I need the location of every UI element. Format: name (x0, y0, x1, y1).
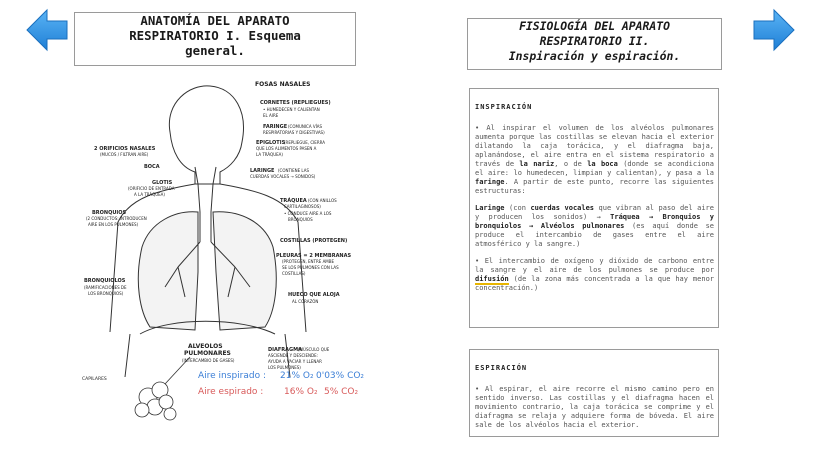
physiology-title-line1: FISIOLOGÍA DEL APARATO (519, 19, 670, 33)
physiology-title-line2: RESPIRATORIO II. (539, 33, 650, 48)
text: • Al inspirar el volumen de los alvéolos pulmonares aumenta porque las costillas se elevan hacia el exterior dilatando la caja torácica, y el diafragma baja, aplanándose, el aire entra en el sistema respiratorio a través de (475, 124, 714, 168)
label-glotis: GLOTIS (152, 180, 173, 186)
diffusion-term: difusión (475, 275, 509, 283)
label-orificios: 2 ORIFICIOS NASALES (94, 146, 156, 152)
physiology-title (467, 18, 722, 70)
label-bronquios: BRONQUIOS (92, 210, 127, 216)
alveoli-cluster (135, 357, 190, 420)
text: . A partir de este punto, recorre las siguientes estructuras: (475, 178, 714, 195)
airway-sequence: Tráquea → Bronquios y bronquiolos → Alvéolos pulmonares (475, 213, 714, 230)
inspiration-paragraph-3 (475, 257, 714, 293)
next-slide-button[interactable] (752, 8, 796, 52)
aire-espirado-o2: 16% O₂ (284, 387, 318, 397)
label-alveolos-sub: (INTERCAMBIO DE GASES) (182, 358, 235, 363)
label-epiglotis-sub1: (REPLIEGUE, CIERRA (284, 140, 325, 145)
anatomy-title (74, 12, 356, 66)
text: (de la zona más concentrada a la que hay menor concentración.) (475, 275, 714, 292)
label-diafragma-sub4: LOS PULMONES) (268, 365, 301, 370)
label-bronquios-sub2: AIRE EN LOS PULMONES) (88, 222, 139, 227)
expiration-panel (469, 349, 719, 437)
label-bronquiolos-sub2: LOS BRONQUIOS) (88, 291, 124, 296)
label-traquea-sub4: BRONQUIOS (288, 217, 313, 222)
label-orificios-sub: (MUCOS / FILTRAN AIRE) (100, 152, 149, 157)
anatomy-title-line1: ANATOMÍA DEL APARATO (140, 13, 290, 28)
label-traquea: TRÁQUEA (280, 198, 307, 204)
label-epiglotis: EPIGLOTIS (256, 140, 286, 146)
text: , o de (554, 160, 588, 168)
label-diafragma: DIAFRAGMA (268, 347, 302, 353)
label-bronquiolos-sub1: (RAMIFICACIONES DE (84, 285, 127, 290)
aire-inspirado-label: Aire inspirado : (198, 371, 266, 381)
label-traquea-sub1: (CON ANILLOS (308, 198, 337, 203)
label-faringe: FARINGE (263, 124, 288, 130)
label-capilares: CAPILARES (82, 377, 107, 382)
label-pleuras: PLEURAS = 2 MEMBRANAS (276, 253, 352, 259)
label-cornetes-sub2: EL AIRE (263, 113, 279, 118)
previous-slide-button[interactable] (25, 8, 69, 52)
larynx-term: Laringe (475, 204, 505, 212)
air-composition (198, 371, 364, 397)
text: (es aquí donde se produce el intercambio de gases entre el aire atmosférico y la sangre.) (475, 222, 714, 248)
mouth-term: la boca (587, 160, 618, 168)
label-diafragma-sub3: AYUDA A VACIAR Y LLENAR (268, 359, 322, 364)
vocal-cords-term: cuerdas vocales (530, 204, 595, 212)
text: • El intercambio de oxígeno y dióxido de carbono entre la sangre y el aire de los pulmones se produce por (475, 257, 714, 274)
label-traquea-sub3: • CONDUCE AIRE A LOS (284, 211, 332, 216)
arrow-right-icon (752, 8, 796, 52)
label-epiglotis-sub3: LA TRÁQUEA) (256, 152, 283, 157)
label-glotis-sub2: A LA TRÁQUEA) (134, 192, 165, 197)
label-pleuras-sub1: (PROTEGEN, ENTRE AMBE (282, 259, 335, 264)
label-alveolos-2: PULMONARES (184, 350, 231, 357)
label-boca: BOCA (144, 164, 160, 170)
label-epiglotis-sub2: QUE LOS ALIMENTOS PASEN A (256, 146, 317, 151)
label-bronquios-sub1: (2 CONDUCTOS: INTRODUCEN (86, 216, 147, 221)
arrow-left-icon (25, 8, 69, 52)
label-fosas: FOSAS NASALES (255, 81, 311, 88)
label-alveolos: ALVEOLOS (188, 343, 223, 350)
aire-inspirado-co2: 0'03% CO₂ (316, 371, 365, 381)
label-costillas: COSTILLAS (PROTEGEN) (280, 238, 348, 244)
aire-espirado-label: Aire espirado : (198, 387, 264, 397)
label-cornetes-sub1: • HUMEDECEN Y CALIENTAN (263, 107, 320, 112)
label-laringe: LARINGE (250, 168, 275, 174)
text: que vibran al paso del aire y producen los sonidos) → (475, 204, 714, 221)
label-diafragma-sub1: (MÚSCULO QUE (298, 347, 330, 352)
expiration-paragraph: • Al espirar, el aire recorre el mismo camino pero en sentido inverso. Las costillas y el diafragma hacen el movimiento contrario, la caja torácica se comprime y el diafragma se relaja y adquiere forma de bóveda. El aire sale de los alvéolos hacia el exterior. (475, 385, 714, 429)
inspiration-heading: INSPIRACIÓN (475, 103, 533, 111)
label-traquea-sub2: CARTILAGINOSOS) (284, 204, 321, 209)
label-cornetes: CORNETES (REPLIEGUES) (260, 100, 331, 106)
text: (donde se acondiciona el aire: lo humedecen, limpian y calientan), y pasa a la (475, 160, 714, 177)
label-laringe-sub1: (CONTIENE LAS (278, 168, 310, 173)
physiology-title-line3: Inspiración y espiración. (508, 48, 681, 63)
inspiration-paragraph-1 (475, 124, 714, 196)
aire-espirado-co2: 5% CO₂ (324, 387, 359, 397)
label-diafragma-sub2: ASCIENDE Y DESCIENDE: (268, 353, 318, 358)
expiration-heading: ESPIRACIÓN (475, 364, 528, 372)
pharynx-term: faringe (475, 178, 505, 186)
label-faringe-sub2: RESPIRATORIAS Y DIGESTIVAS) (263, 130, 325, 135)
label-pleuras-sub2: SE LOS PULMONES CON LAS (282, 265, 339, 270)
label-bronquiolos: BRONQUIOLOS (84, 278, 126, 284)
anatomy-title-line3: general. (185, 43, 245, 59)
inspiration-panel (469, 88, 719, 328)
label-hueco-sub: AL CORAZÓN (292, 299, 319, 304)
label-laringe-sub2: CUERDAS VOCALES → SONIDOS) (250, 174, 316, 179)
nose-term: la nariz (519, 160, 555, 168)
label-faringe-sub1: (COMUNICA VÍAS (288, 124, 323, 129)
anatomy-title-line2: RESPIRATORIO I. Esquema (129, 28, 301, 44)
aire-inspirado-o2: 21% O₂ (280, 371, 314, 381)
respiratory-diagram (70, 72, 370, 462)
text: (con (504, 204, 531, 212)
label-hueco: HUECO QUE ALOJA (288, 292, 340, 298)
inspiration-paragraph-2 (475, 204, 714, 249)
label-pleuras-sub3: COSTILLAS) (282, 271, 306, 276)
label-glotis-sub1: (ORIFICIO DE ENTRADA (128, 186, 175, 191)
